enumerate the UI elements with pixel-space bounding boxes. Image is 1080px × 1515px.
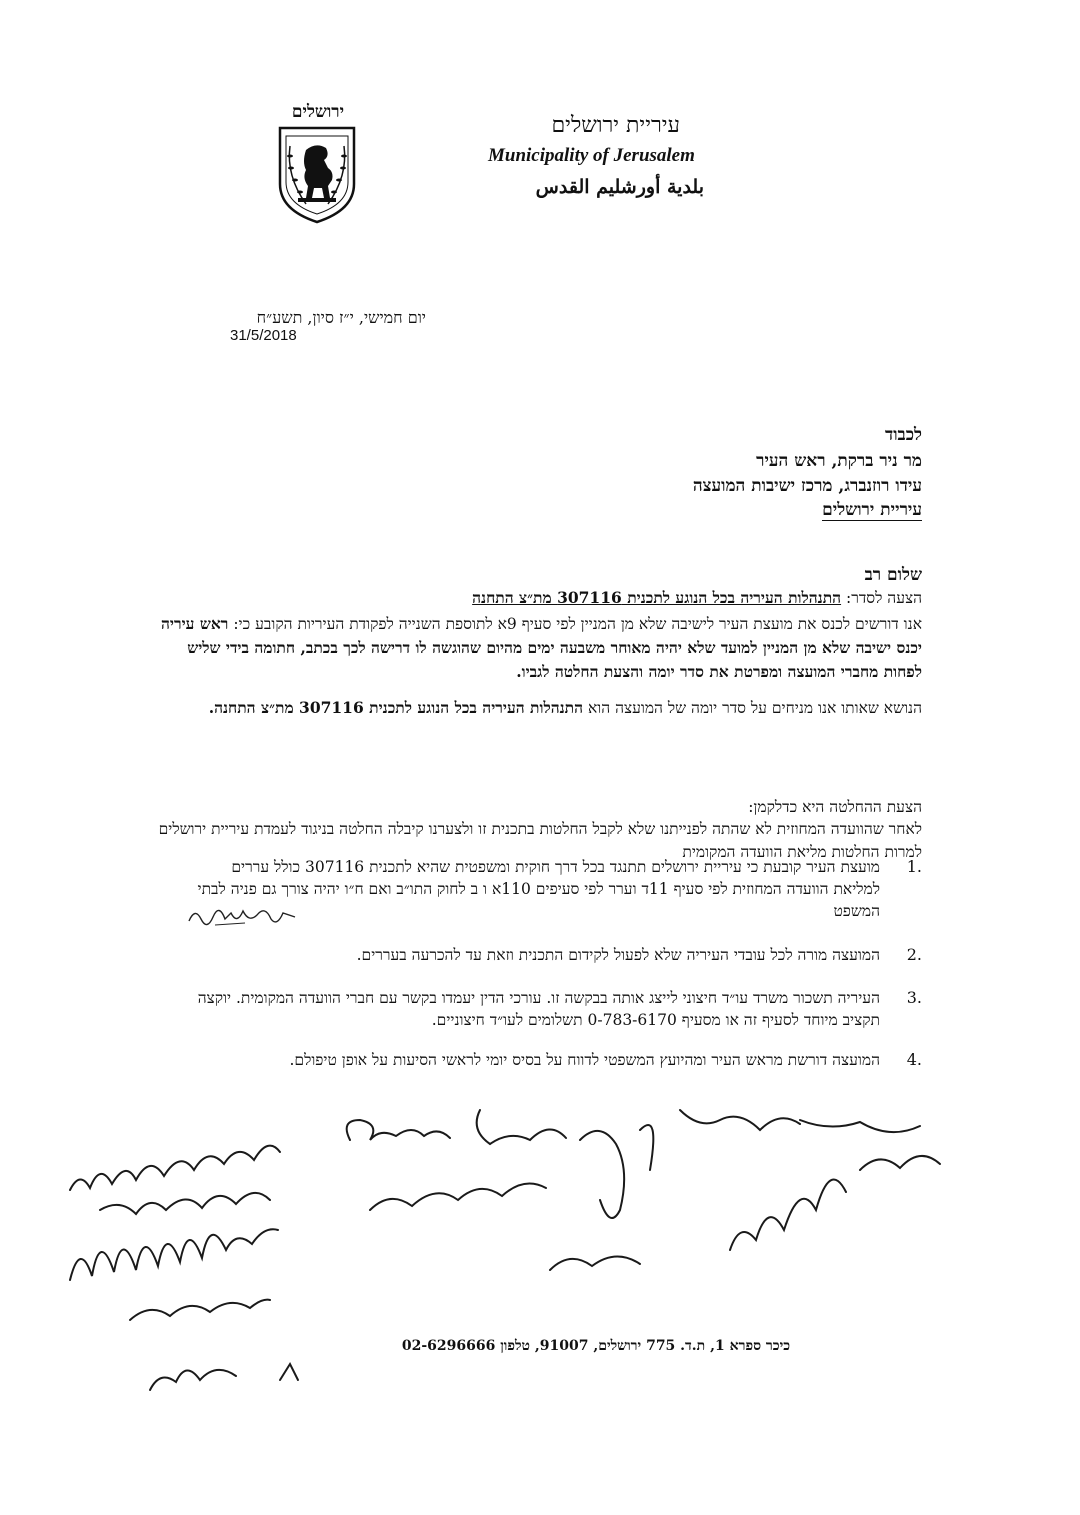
handwritten-correction: [185, 899, 300, 933]
addressee-line: מר ניר ברקת, ראש העיר: [756, 451, 922, 471]
subject-label: הצעה לסדר:: [841, 589, 922, 607]
addressee-line: לכבוד: [885, 425, 922, 445]
list-item-number: 2.: [906, 945, 922, 964]
list-item-number: 3.: [906, 988, 922, 1007]
organization-name-hebrew: עיריית ירושלים: [551, 113, 680, 138]
topic-paragraph: [152, 696, 922, 720]
signature: [70, 1229, 278, 1280]
signature: [280, 1364, 298, 1380]
date-gregorian: 31/5/2018: [230, 327, 297, 344]
organization-name-arabic: بلدية أورشليم القدس: [535, 176, 704, 198]
signature: [100, 1193, 270, 1214]
signature: [580, 1125, 653, 1218]
intro-quote: ראש עיריה יכנס ישיבה שלא מן המניין למועד שלא יהיה מאוחר משבעה ימים מהיום שהוגשה לו דרישה לכך בכתב, חתומה בידי שליש לפחות מחברי המועצה ומפרטת את סדר יומה והצעת החלטה לגביו.: [161, 614, 922, 681]
signature: [860, 1156, 940, 1170]
list-item-text: העיריה תשכור משרד עו״ד חיצוני לייצג אותה בבקשה זו. עורכי הדין יעמדו בקשר עם חברי הוועדה המקומית. יוקצה תקציב מיוחד לסעיף זה או מסעיף 0-783-6170 תשלומים לעו״ד חיצוניים.: [197, 989, 880, 1029]
signature: [680, 1110, 800, 1130]
greeting: שלום רב: [864, 565, 922, 585]
signature: [130, 1300, 270, 1320]
signature: [800, 1120, 920, 1132]
list-item-number: 1.: [906, 857, 922, 876]
proposal-body: לאחר שהוועדה המחוזית לא שהתה לפנייתנו שלא לקבל החלטות בתכנית זו ולצערנו קיבלה החלטה בניגוד לעמדת עיריית ירושלים למרות החלטות מליאת הוועדה המקומית: [158, 820, 922, 861]
signature: [347, 1120, 450, 1140]
signatures-area: [40, 1080, 1040, 1410]
list-item: [190, 944, 922, 966]
proposal-intro: הצעת ההחלטה היא כדלקמן:: [748, 798, 922, 816]
footer-address: כיכר ספרא 1, ת.ד. 775 ירושלים, 91007, טלפון 02-6296666: [401, 1338, 791, 1354]
subject-text: התנהלות העיריה בכל הנוגע לתכנית 307116 מת״צ התחנה: [472, 588, 842, 607]
list-item: [190, 1049, 922, 1071]
signature: [370, 1184, 546, 1211]
intro-paragraph: [152, 612, 922, 684]
date-hebrew: יום חמישי, י״ז סיון, תשע״ח: [256, 308, 426, 327]
signature: [150, 1370, 236, 1390]
signature: [730, 1180, 846, 1250]
list-item-number: 4.: [906, 1050, 922, 1069]
jerusalem-emblem: [276, 106, 358, 224]
signature: [550, 1256, 640, 1270]
list-item-text: מועצת העיר קובעת כי עיריית ירושלים תתנגד בכל דרך חוקית ומשפטית שהיא לתכנית 307116 כולל עררים למליאת הוועדה המחוזית לפי סעיף 11ד וערר לפי סעיפים 110א ו ב לחוק התו״ב ואם ח״ו יהיה צורך גם פניה לבתי המשפט: [197, 858, 880, 920]
organization-name-english: Municipality of Jerusalem: [488, 145, 695, 166]
signature: [70, 1146, 280, 1190]
topic-subject: התנהלות העיריה בכל הנוגע לתכנית 307116 מת״צ התחנה.: [208, 698, 584, 717]
intro-text: אנו דורשים לכנס את מועצת העיר לישיבה שלא מן המניין לפי סעיף 9א לתוספת השנייה לפקודת העיריות הקובע כי:: [228, 615, 922, 633]
signature: [477, 1110, 566, 1144]
list-item-text: המועצה דורשת מראש העיר ומהיועץ המשפטי לדווח על בסיס יומי לראשי הסיעות על אופן טיפולם.: [289, 1051, 880, 1069]
subject-line: [162, 588, 922, 608]
list-item-text: המועצה מורה לכל עובדי העיריה שלא לפעול לקידום התכנית וזאת עד להכרעה בעררים.: [356, 946, 880, 964]
addressee-line: עיריית ירושלים: [822, 500, 922, 520]
topic-text: הנושא שאותו אנו מניחים על סדר יומה של המועצה הוא: [583, 699, 922, 717]
list-item: [190, 987, 922, 1031]
addressee-line: עידו רוזנברג, מרכז ישיבות המועצה: [692, 476, 922, 496]
emblem-label: ירושלים: [291, 102, 345, 122]
